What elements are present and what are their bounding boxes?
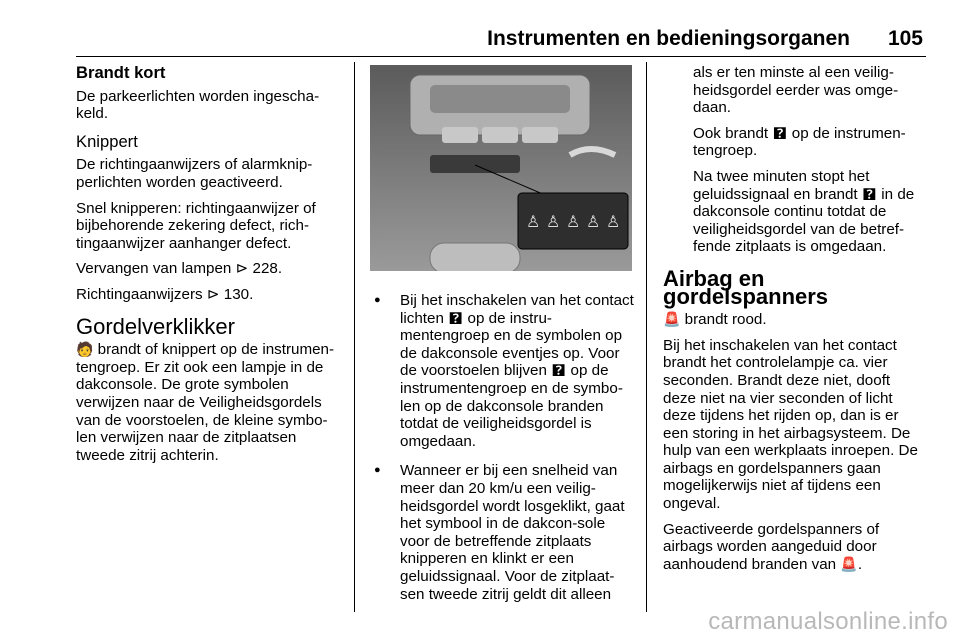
paragraph: Bij het inschakelen van het contact brandt het controlelampje ca. vier seconden. Brandt deze niet, dooft deze niet na vier seconden of licht deze tijdens het rijden op, dan is er een storing in het airbagsysteem. De hulp van een werkplaats inroepen. De airbags en gordelspanners gaan mogelijkerwijs niet af tijdens een ongeval.: [663, 336, 918, 513]
svg-text:♙: ♙: [566, 212, 581, 231]
paragraph-text: brandt rood.: [684, 311, 767, 329]
airbag-warning-icon: 🚨: [663, 311, 681, 328]
bullet-list: [370, 292, 634, 603]
column-divider-2: [646, 62, 647, 612]
airbag-warning-icon: 🚨: [840, 555, 858, 572]
paragraph-end: .: [857, 555, 863, 573]
paragraph: Ook brandt 🯄 op de instrumen-tengroep.: [693, 124, 906, 160]
paragraph: als er ten minste al een veilig-heidsgordel eerder was omge-daan.: [693, 64, 899, 117]
svg-text:♙: ♙: [526, 212, 541, 231]
svg-text:♙: ♙: [546, 212, 561, 231]
list-item: ● Wanneer er bij een snelheid van meer dan 20 km/u een veilig-heidsgordel wordt losgeklikt, gaat het symbool in de dakcon-sole voor de betreffende zitplaats knipperen en klinkt er een geluidssignaal. Voor de zitplaat-sen tweede zitrij geldt dit alleen: [370, 462, 634, 603]
roof-console-photo: [370, 65, 632, 271]
link-richtingaanwijzers[interactable]: Richtingaanwijzers ⊳ 130.: [76, 285, 254, 303]
heading-airbag: Airbag en gordelspanners: [663, 265, 829, 309]
page-number: 105: [887, 27, 923, 50]
heading-gordelverklikker: Gordelverklikker: [76, 313, 235, 339]
paragraph-text: Geactiveerde gordelspanners of airbags worden aangeduid door aanhoudend branden van: [663, 520, 880, 573]
paragraph: Na twee minuten stopt het geluidssignaal en brandt 🯄 in de dakconsole continu totdat de veiligheidsgordel van de betref-fende zitplaats is omgedaan.: [693, 167, 915, 256]
paragraph-text: brandt of knippert op de instrumen-tengroep. Er zit ook een lampje in de dakconsole. De grote symbolen verwijzen naar de Veiligheidsgordels van de voorstoelen, de kleine symbo-len verwijzen naar de zitplaatsen tweede zitrij achterin.: [76, 341, 335, 464]
column-2: [370, 292, 634, 615]
paragraph: [663, 311, 925, 329]
svg-text:♙: ♙: [586, 212, 601, 231]
header-rule: [76, 56, 926, 57]
paragraph: [76, 341, 346, 464]
svg-text:♙: ♙: [606, 212, 621, 231]
watermark: carmanualsonline.info: [708, 608, 948, 635]
page-header: [0, 0, 960, 60]
seatbelt-warning-icon: 🧑: [76, 341, 94, 358]
link-lampen[interactable]: Vervangen van lampen ⊳ 228.: [76, 260, 283, 278]
heading-knippert: Knippert: [76, 131, 138, 151]
paragraph: De parkeerlichten worden ingescha-keld.: [76, 87, 320, 123]
heading-brandt-kort: Brandt kort: [76, 63, 166, 82]
header-title: Instrumenten en bedieningsorganen: [487, 27, 850, 50]
paragraph: [663, 521, 925, 574]
paragraph: De richtingaanwijzers of alarmknip-perlichten worden geactiveerd.: [76, 156, 313, 191]
paragraph: Snel knipperen: richtingaanwijzer of bijbehorende zekering defect, rich-tingaanwijzer aanhanger defect.: [76, 199, 316, 252]
column-divider-1: [354, 62, 355, 612]
column-1: [76, 64, 346, 472]
column-3: [663, 64, 925, 581]
list-item: ● Bij het inschakelen van het contact lichten 🯄 op de instru-mentengroep en de symbolen op de dakconsole eventjes op. Voor de voorstoelen blijven 🯄 op de instrumentengroep en de symbo-len op de dakconsole branden totdat de veiligheidsgordel is omgedaan.: [370, 292, 634, 450]
